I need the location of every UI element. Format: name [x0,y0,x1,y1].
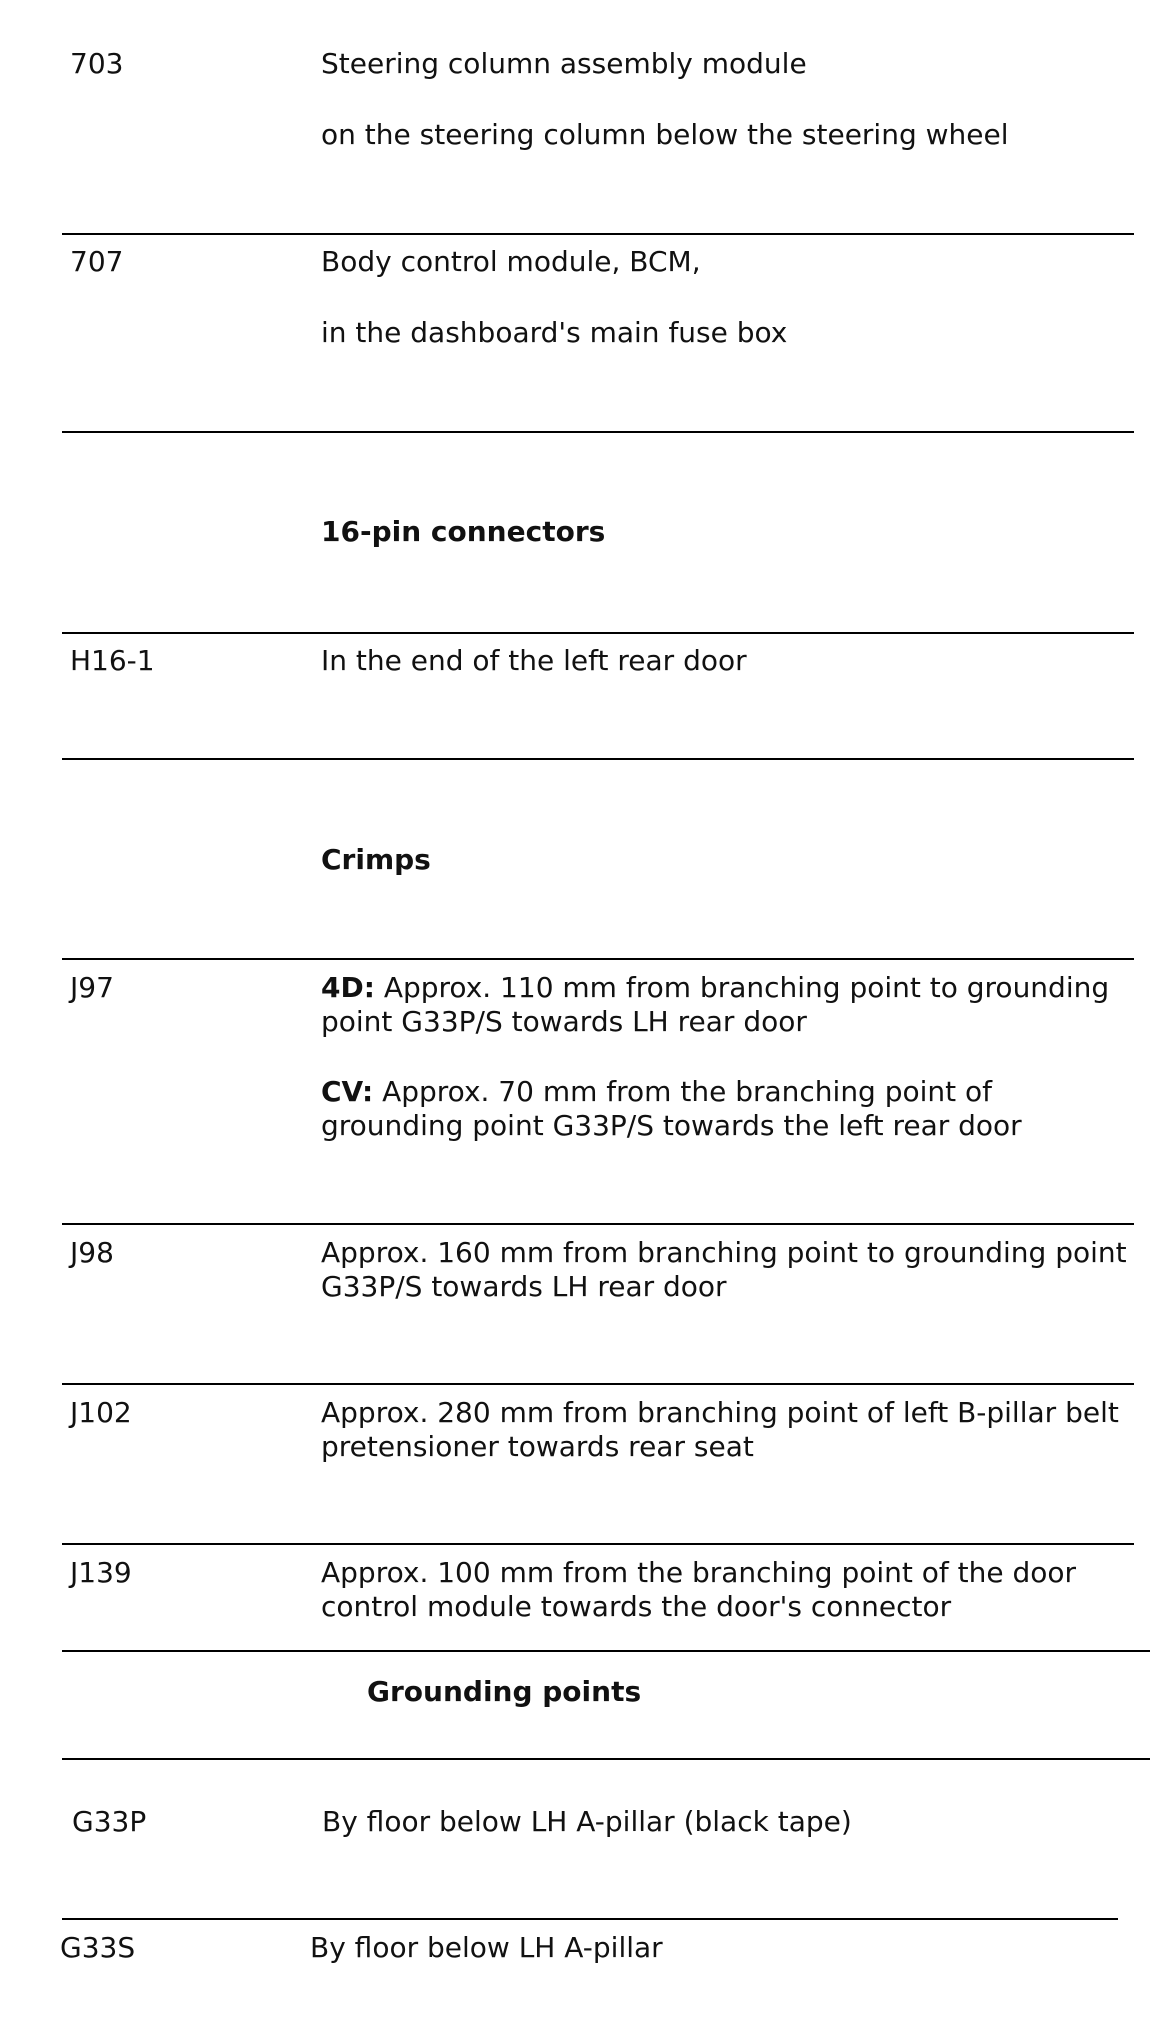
divider [62,1543,1134,1545]
row-desc-703 [321,47,1141,152]
row-code-703: 703 [70,47,124,80]
row-desc-j102 [321,1396,1141,1464]
desc-line: Body control module, BCM, [321,245,701,278]
desc-line: Approx. 160 mm from branching point to grounding point G33P/S towards LH rear door [321,1236,1127,1303]
divider [62,958,1134,960]
variant-label-cv: CV: [321,1075,374,1108]
divider [62,1758,1150,1760]
desc-line: By floor below LH A-pillar [310,1931,663,1964]
desc-line: In the end of the left rear door [321,644,747,677]
variant-label-4d: 4D: [321,971,375,1004]
desc-line: on the steering column below the steering wheel [321,118,1009,151]
row-code-j139: J139 [70,1556,132,1589]
desc-line: in the dashboard's main fuse box [321,316,788,349]
divider [62,758,1134,760]
row-code-j98: J98 [70,1236,114,1269]
row-desc-j97 [321,971,1141,1143]
row-code-h16-1: H16-1 [70,644,155,677]
row-desc-g33s [310,1931,1130,1965]
desc-line: By floor below LH A-pillar (black tape) [322,1805,852,1838]
divider [62,1918,1118,1920]
desc-text: Approx. 110 mm from branching point to grounding point G33P/S towards LH rear door [321,971,1110,1038]
section-heading-crimps: Crimps [321,843,431,876]
divider [62,431,1134,433]
desc-paragraph-cv [321,1075,1141,1143]
desc-line: Approx. 280 mm from branching point of left B-pillar belt pretensioner towards rear seat [321,1396,1119,1463]
row-code-g33p: G33P [72,1805,147,1838]
divider [62,1223,1134,1225]
row-desc-g33p [322,1805,1142,1839]
section-heading-grounding-points: Grounding points [367,1675,642,1708]
row-code-707: 707 [70,245,124,278]
desc-line: Approx. 100 mm from the branching point of the door control module towards the door's connector [321,1556,1077,1623]
row-desc-707 [321,245,1141,350]
row-code-j97: J97 [70,971,114,1004]
row-code-j102: J102 [70,1396,132,1429]
divider [62,1383,1134,1385]
divider [62,632,1134,634]
section-heading-16-pin-connectors: 16-pin connectors [321,515,606,548]
desc-paragraph-4d [321,971,1141,1039]
desc-text: Approx. 70 mm from the branching point of grounding point G33P/S towards the left rear door [321,1075,1022,1142]
row-desc-h16-1 [321,644,1141,678]
row-code-g33s: G33S [60,1931,136,1964]
divider [62,1650,1150,1652]
desc-line: Steering column assembly module [321,47,807,80]
divider [62,233,1134,235]
row-desc-j139 [321,1556,1141,1624]
row-desc-j98 [321,1236,1141,1304]
